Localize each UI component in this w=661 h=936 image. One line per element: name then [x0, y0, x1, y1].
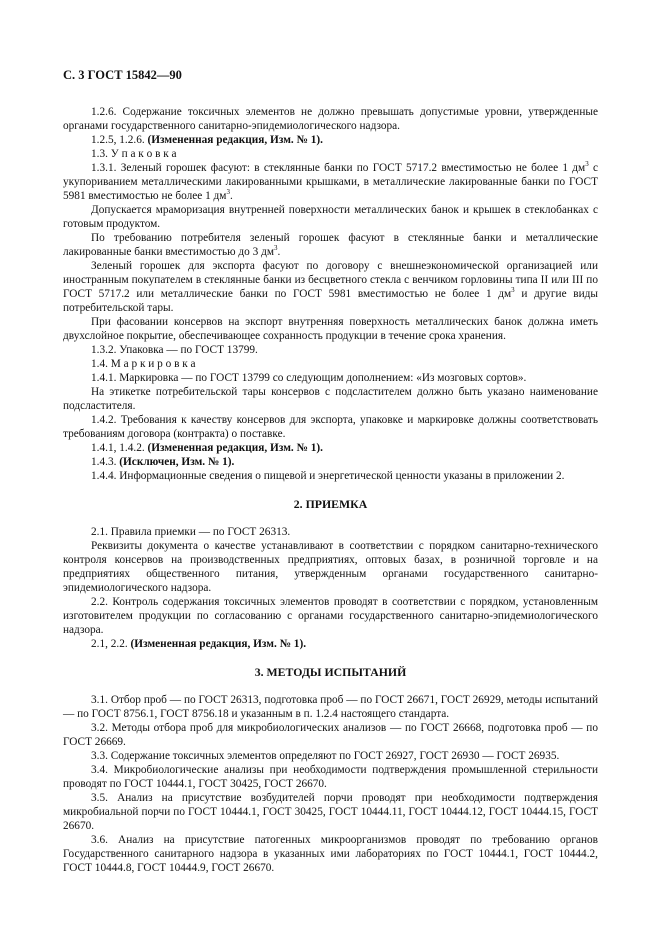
paragraph [63, 539, 598, 595]
text-run: 1.3.1. Зеленый горошек фасуют: в стеклянные банки по ГОСТ 5717.2 вместимостью не более 1 дм [91, 162, 586, 174]
section-heading [63, 497, 598, 512]
document-body [63, 105, 598, 875]
text-run: 3.3. Содержание токсичных элементов определяют по ГОСТ 26927, ГОСТ 26930 — ГОСТ 26935. [91, 750, 560, 762]
bold-note: (Измененная редакция, Изм. № 1). [130, 638, 307, 650]
paragraph [63, 791, 598, 833]
paragraph [63, 455, 598, 469]
superscript: 3 [273, 244, 278, 253]
text-run: 2. ПРИЕМКА [293, 497, 368, 511]
text-run: 2.2. Контроль содержания токсичных элементов проводят в соответствии с порядком, установленным изготовителем продукции по согласованию с органами государственного санитарно-эпидемиологического надзора. [63, 596, 598, 636]
section-heading [63, 665, 598, 680]
superscript: 3 [226, 188, 230, 197]
text-run: 1.2.6. Содержание токсичных элементов не должно превышать допустимые уровни, утвержденные органами государственного санитарно-эпидемиологического надзора. [63, 106, 598, 132]
text-run: 3.5. Анализ на присутствие возбудителей порчи проводят при необходимости подтверждения микробиальной порчи по ГОСТ 10444.1, ГОСТ 30425, ГОСТ 10444.11, ГОСТ 10444.12, ГОСТ 10444.15, ГОСТ 26670. [63, 792, 598, 832]
text-run: 1.4. М а р к и р о в к а [91, 358, 196, 370]
text-run: и другие виды потребительской тары. [63, 288, 598, 314]
text-run: 2.1, 2.2. [91, 638, 131, 650]
text-run: По требованию потребителя зеленый горошек фасуют в стеклянные банки и металлические лакированные банки вместимостью до 3 дм [63, 232, 598, 258]
text-run: 1.4.1, 1.4.2. [91, 442, 148, 454]
paragraph [63, 231, 598, 259]
paragraph [63, 595, 598, 637]
bold-note: (Исключен, Изм. № 1). [119, 456, 235, 468]
paragraph [63, 413, 598, 441]
text-run: 3.6. Анализ на присутствие патогенных микроорганизмов проводят по требованию органов Государственного санитарного надзора в указанных ими лабораториях по ГОСТ 10444.1, ГОСТ 10444.2, ГОСТ 10444.8, ГОСТ 10444.9, ГОСТ 26670. [63, 834, 598, 874]
text-run: 2.1. Правила приемки — по ГОСТ 26313. [91, 526, 291, 538]
paragraph [63, 721, 598, 749]
text-run: 3.2. Методы отбора проб для микробиологических анализов — по ГОСТ 26668, подготовка проб — по ГОСТ 26669. [63, 722, 598, 748]
paragraph [63, 469, 598, 483]
paragraph [63, 161, 598, 203]
text-run: 3. МЕТОДЫ ИСПЫТАНИЙ [254, 665, 407, 679]
document-page [63, 68, 598, 875]
paragraph [63, 357, 598, 371]
text-run: с укупориванием металлическими лакированными крышками, в металлические лакированные банки по ГОСТ 5981 вместимостью не более 1 дм [63, 162, 598, 202]
paragraph [63, 105, 598, 133]
bold-note: (Измененная редакция, Изм. № 1). [147, 134, 323, 146]
paragraph [63, 343, 598, 357]
paragraph [63, 203, 598, 231]
paragraph [63, 371, 598, 385]
paragraph [63, 693, 598, 721]
paragraph [63, 441, 598, 455]
superscript: 3 [511, 286, 515, 295]
text-run: 1.3.2. Упаковка — по ГОСТ 13799. [91, 344, 258, 356]
text-run: Реквизиты документа о качестве устанавливают в соответствии с порядком санитарно-технического контроля консервов на производственных предприятиях, оптовых базах, в розничной торговле и на предприятиях общественного питания, утвержденным органами государственного санитарно-эпидемиологического надзора. [63, 540, 598, 594]
text-run: 1.4.3. [91, 456, 120, 468]
text-run: 1.4.4. Информационные сведения о пищевой и энергетической ценности указаны в приложении 2. [91, 470, 565, 482]
text-run: Зеленый горошек для экспорта фасуют по договору с внешнеэкономической организацией или иностранным покупателем в стеклянные банки из бесцветного стекла с венчиком горловины типа II или III по ГОСТ 5717.2 или металлические банки по ГОСТ 5981 вместимостью не более 1 дм [63, 260, 598, 300]
text-run: При фасовании консервов на экспорт внутренняя поверхность металлических банок должна иметь двухслойное покрытие, обеспечивающее сохранность продукции в течение срока хранения. [63, 316, 598, 342]
paragraph [63, 147, 598, 161]
page-header: С. 3 ГОСТ 15842—90 [63, 68, 182, 82]
paragraph [63, 259, 598, 315]
paragraph [63, 637, 598, 651]
text-run: 3.1. Отбор проб — по ГОСТ 26313, подготовка проб — по ГОСТ 26671, ГОСТ 26929, методы испытаний — по ГОСТ 8756.1, ГОСТ 8756.18 и указанным в п. 1.2.4 настоящего стандарта. [63, 694, 598, 720]
text-run: 1.3. У п а к о в к а [91, 148, 177, 160]
bold-note: (Измененная редакция, Изм. № 1). [147, 442, 323, 454]
text-run: . [277, 246, 281, 258]
superscript: 3 [585, 160, 589, 169]
paragraph [63, 525, 598, 539]
text-run: . [229, 190, 233, 202]
text-run: 1.2.5, 1.2.6. [91, 134, 148, 146]
text-run: 1.4.1. Маркировка — по ГОСТ 13799 со следующим дополнением: «Из мозговых сортов». [91, 372, 527, 384]
text-run: На этикетке потребительской тары консервов с подсластителем должно быть указано наименование подсластителя. [63, 386, 598, 412]
paragraph [63, 133, 598, 147]
text-run: Допускается мраморизация внутренней поверхности металлических банок и крышек в стеклобанках с готовым продуктом. [63, 204, 598, 230]
paragraph [63, 385, 598, 413]
paragraph [63, 763, 598, 791]
text-run: 1.4.2. Требования к качеству консервов для экспорта, упаковке и маркировке должны соответствовать требованиям договора (контракта) о поставке. [63, 414, 598, 440]
text-run: 3.4. Микробиологические анализы при необходимости подтверждения промышленной стерильности проводят по ГОСТ 10444.1, ГОСТ 30425, ГОСТ 26670. [63, 764, 598, 790]
paragraph [63, 833, 598, 875]
paragraph [63, 749, 598, 763]
paragraph [63, 315, 598, 343]
